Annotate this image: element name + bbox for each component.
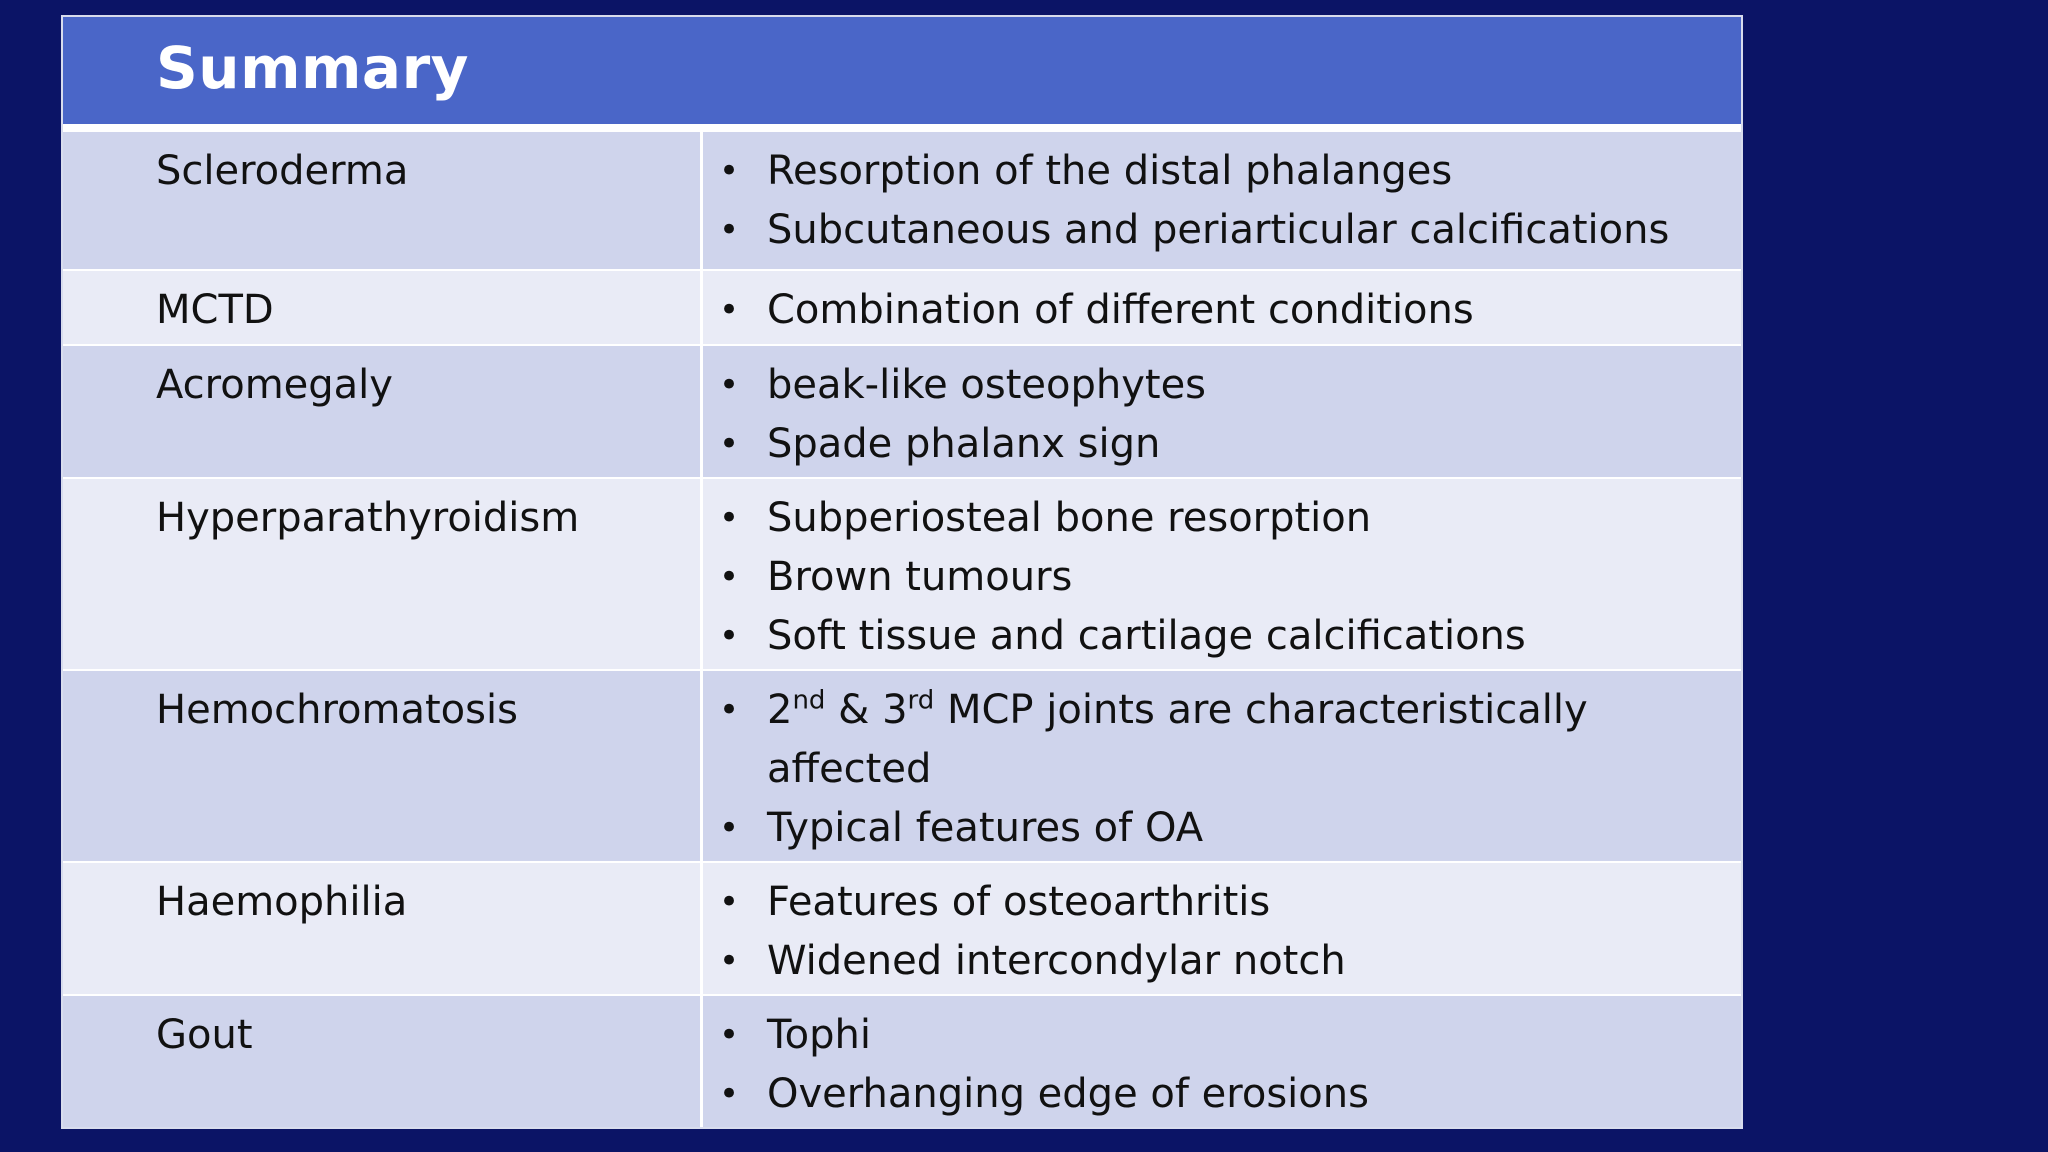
feature-text: Tophi xyxy=(767,1012,871,1058)
feature-text: Combination of different conditions xyxy=(767,287,1474,333)
bullet-icon: • xyxy=(719,365,740,405)
bullet-icon: • xyxy=(719,498,740,538)
condition-name: Acromegaly xyxy=(63,346,703,477)
list-item xyxy=(703,548,1741,607)
table-header xyxy=(63,17,1741,130)
condition-name: Scleroderma xyxy=(63,132,703,269)
feature-text: Spade phalanx sign xyxy=(767,421,1161,467)
bullet-icon: • xyxy=(719,151,740,191)
bullet-icon: • xyxy=(719,616,740,656)
feature-list xyxy=(703,671,1741,861)
list-item xyxy=(703,1006,1741,1065)
table-row xyxy=(63,861,1741,994)
ordinal-number: 3 xyxy=(882,687,908,733)
feature-list xyxy=(703,132,1741,269)
feature-text: beak-like osteophytes xyxy=(767,362,1207,408)
feature-text: Subcutaneous and periarticular calcifications xyxy=(767,207,1670,253)
bullet-icon: • xyxy=(719,210,740,250)
bullet-icon: • xyxy=(719,1015,740,1055)
list-item xyxy=(703,489,1741,548)
bullet-icon: • xyxy=(719,290,740,330)
ordinal-number: 2 xyxy=(767,687,793,733)
list-item xyxy=(703,356,1741,415)
condition-name: Hyperparathyroidism xyxy=(63,479,703,669)
feature-list xyxy=(703,346,1741,477)
feature-text-rich xyxy=(767,681,1741,799)
feature-list xyxy=(703,271,1741,344)
ampersand: & xyxy=(825,687,883,733)
feature-list xyxy=(703,996,1741,1127)
list-item xyxy=(703,1065,1741,1124)
ordinal-suffix: nd xyxy=(792,685,826,716)
bullet-icon: • xyxy=(719,941,740,981)
feature-text: Resorption of the distal phalanges xyxy=(767,148,1453,194)
list-item xyxy=(703,799,1741,858)
list-item xyxy=(703,281,1741,340)
list-item xyxy=(703,873,1741,932)
feature-text-rest: MCP joints are characteristically affected xyxy=(767,687,1588,792)
feature-text: Widened intercondylar notch xyxy=(767,938,1346,984)
table-row xyxy=(63,669,1741,861)
list-item xyxy=(703,415,1741,474)
feature-text: Typical features of OA xyxy=(767,805,1204,851)
table-row xyxy=(63,477,1741,669)
feature-text: Subperiosteal bone resorption xyxy=(767,495,1372,541)
bullet-icon: • xyxy=(719,690,740,730)
bullet-icon: • xyxy=(719,1074,740,1114)
condition-name: Haemophilia xyxy=(63,863,703,994)
table-row xyxy=(63,344,1741,477)
condition-name: MCTD xyxy=(63,271,703,344)
condition-name: Gout xyxy=(63,996,703,1127)
feature-text: Features of osteoarthritis xyxy=(767,879,1271,925)
summary-table xyxy=(61,15,1743,1129)
list-item xyxy=(703,607,1741,666)
feature-list xyxy=(703,479,1741,669)
table-row xyxy=(63,130,1741,269)
ordinal-suffix: rd xyxy=(907,685,935,716)
list-item xyxy=(703,201,1741,260)
feature-list xyxy=(703,863,1741,994)
bullet-icon: • xyxy=(719,808,740,848)
bullet-icon: • xyxy=(719,424,740,464)
condition-name: Hemochromatosis xyxy=(63,671,703,861)
bullet-icon: • xyxy=(719,557,740,597)
table-row xyxy=(63,994,1741,1127)
feature-text: Brown tumours xyxy=(767,554,1073,600)
feature-text: Soft tissue and cartilage calcifications xyxy=(767,613,1526,659)
list-item xyxy=(703,932,1741,991)
list-item xyxy=(703,142,1741,201)
page-title: Summary xyxy=(156,33,469,102)
bullet-icon: • xyxy=(719,882,740,922)
list-item xyxy=(703,681,1741,799)
feature-text: Overhanging edge of erosions xyxy=(767,1071,1369,1117)
table-row xyxy=(63,269,1741,344)
